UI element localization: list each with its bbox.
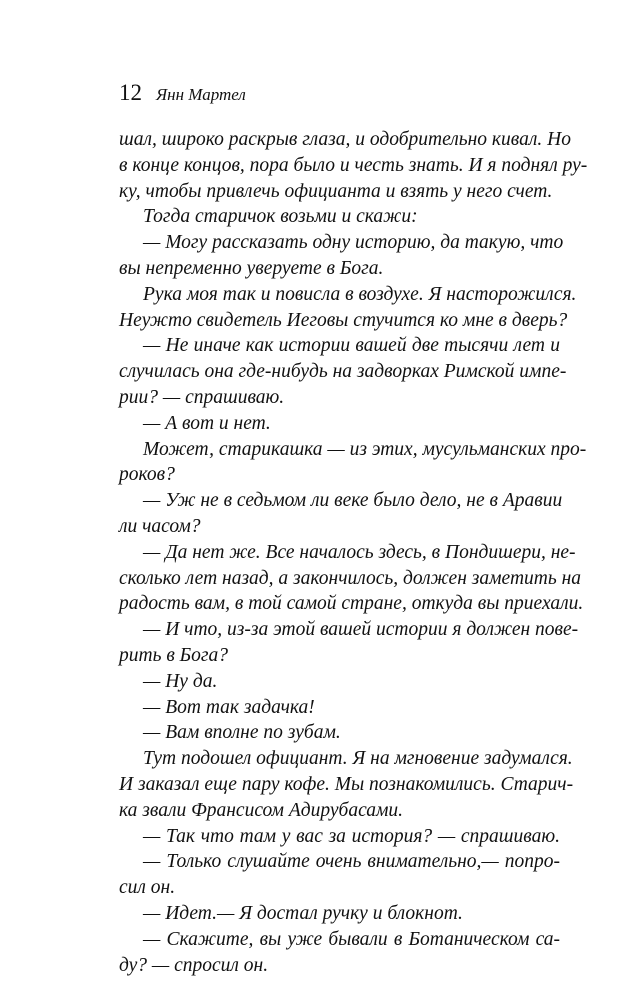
page-header	[119, 80, 246, 108]
text-line: — Могу рассказать одну историю, да такую, что	[143, 232, 564, 254]
text-line: — Только слушайте очень внимательно,— попро-	[143, 851, 560, 873]
body-text	[119, 127, 588, 978]
text-line: ка звали Франсисом Адирубасами.	[119, 799, 404, 821]
text-line: — Ну да.	[143, 670, 218, 692]
text-line: сил он.	[119, 877, 176, 899]
text-line: — Да нет же. Все началось здесь, в Пондишери, не-	[143, 541, 576, 563]
text-line: — И что, из-за этой вашей истории я должен пове-	[143, 619, 579, 641]
text-line: ку, чтобы привлечь официанта и взять у него счет.	[119, 180, 553, 202]
text-line: — Уж не в седьмом ли веке было дело, не в Аравии	[143, 490, 563, 512]
text-line: радость вам, в той самой стране, откуда вы приехали.	[119, 593, 584, 615]
text-line: Тогда старичок возьми и скажи:	[143, 206, 418, 228]
text-line: шал, широко раскрыв глаза, и одобрительно кивал. Но	[119, 129, 571, 150]
text-line: рии? — спрашиваю.	[119, 386, 285, 408]
text-line: сколько лет назад, а закончилось, должен заметить на	[119, 567, 582, 589]
text-line: Может, старикашка — из этих, мусульманских про-	[143, 438, 587, 460]
text-line: — Вот так задачка!	[143, 696, 315, 718]
text-line: роков?	[119, 464, 175, 486]
text-line: — Вам вполне по зубам.	[143, 722, 341, 744]
text-line: — Не иначе как истории вашей две тысячи лет и	[143, 335, 560, 357]
text-line: в конце концов, пора было и честь знать. И я поднял ру-	[119, 154, 588, 176]
text-line: И заказал еще пару кофе. Мы познакомились. Старич-	[119, 773, 574, 795]
text-line: Рука моя так и повисла в воздухе. Я насторожился.	[143, 283, 577, 305]
text-line: Неужто свидетель Иеговы стучится ко мне в дверь?	[119, 309, 568, 331]
text-line: — Скажите, вы уже бывали в Ботаническом са-	[143, 928, 560, 950]
text-line: вы непременно уверуете в Бога.	[119, 257, 384, 279]
text-line: — Идет.— Я достал ручку и блокнот.	[143, 902, 463, 924]
text-line: ду? — спросил он.	[119, 954, 269, 976]
text-line: Тут подошел официант. Я на мгновение задумался.	[143, 748, 573, 770]
running-head-author: Янн Мартел	[156, 85, 246, 104]
text-line: ли часом?	[119, 515, 201, 537]
page-number: 12	[119, 80, 142, 105]
text-line: рить в Бога?	[119, 644, 229, 666]
text-line: — А вот и нет.	[143, 412, 271, 434]
text-line: — Так что там у вас за история? — спрашиваю.	[143, 825, 560, 847]
text-line: случилась она где-нибудь на задворках Римской импе-	[119, 361, 567, 383]
